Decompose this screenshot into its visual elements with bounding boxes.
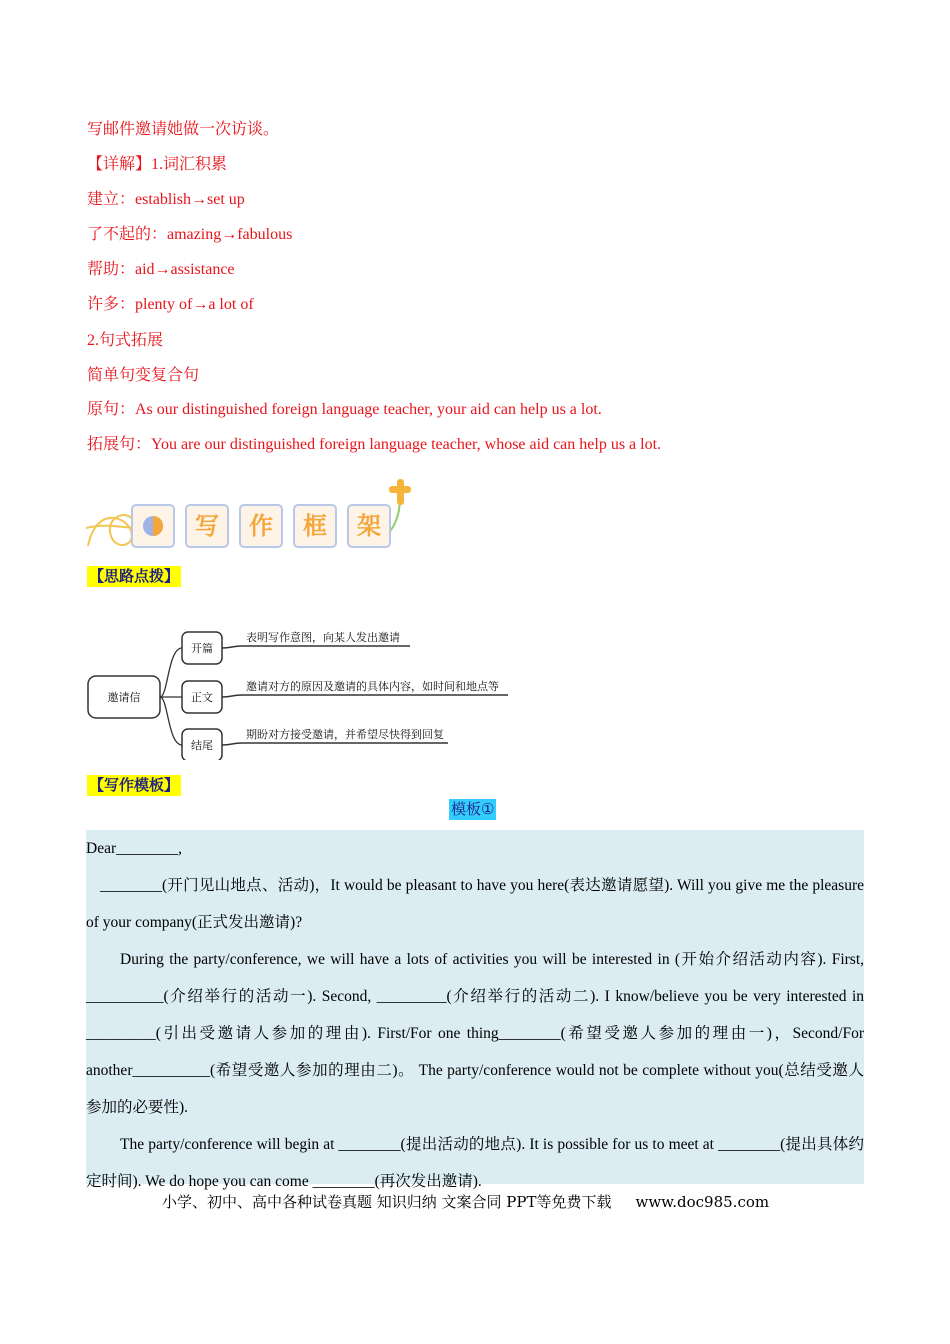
template-title: 模板① [451,800,495,818]
swirl-decoration [88,515,136,546]
detail-heading: 【详解】1.词汇积累 [87,156,228,173]
vocab-item: 了不起的：amazing→fabulous [87,226,293,243]
template-paragraph: During the party/conference, we will have a lots of activities you will be interested in (开始介绍活动内容). First, __________(介绍举行的活动一). Second, _________(介绍举行的活动二). I know/believe you be very interested in _________(引出受邀请人参加的理由). First/For one thing________(希望受邀人参加的理由一)，Second/For another__________(希望受邀人参加的理由二)。 The party/conference would not be complete without you(总结受邀人参加的必要性). [86,951,864,1116]
globe-icon [133,506,173,546]
mindmap-branch-label: 结尾 [191,739,213,752]
footer-text: 小学、初中、高中各种试卷真题 知识归纳 文案合同 PPT等免费下载 [162,1193,612,1211]
tag-template: 【写作模板】 [89,776,180,794]
banner-tile: 写 [185,504,229,548]
banner-icon-tile [131,504,175,548]
template-greeting: Dear________, [86,840,182,857]
vocab-item: 帮助：aid→assistance [87,261,235,278]
intro-line: 写邮件邀请她做一次访谈。 [87,121,280,138]
footer [162,1191,769,1212]
sentence-heading: 2.句式拓展 [87,332,164,349]
mindmap-root: 邀请信 [107,691,141,704]
banner-tile: 架 [347,504,391,548]
mind-map [86,620,516,760]
vocab-item: 建立：establish→set up [87,191,245,208]
mindmap-branch-desc: 表明写作意图，向某人发出邀请 [246,631,400,644]
template-paragraph: ________(开门见山地点、活动)，It would be pleasant to have you here(表达邀请愿望). Will you give me the pleasure of your company(正式发出邀请)? [86,877,864,931]
footer-url[interactable]: www.doc985.com [635,1193,770,1211]
tag-thinking: 【思路点拨】 [89,567,180,585]
mindmap-branch-label: 正文 [191,691,213,704]
cross-icon [389,479,411,505]
banner-tile: 框 [293,504,337,548]
template-paragraph: The party/conference will begin at ________(提出活动的地点). It is possible for us to meet at ________(提出具体约定时间). We do hope you can come ________(再次发出邀请). [86,1136,864,1190]
mindmap-branch-label: 开篇 [191,642,213,655]
vocab-item: 许多：plenty of→a lot of [87,296,254,313]
mindmap-branch-desc: 期盼对方接受邀请，并希望尽快得到回复 [246,728,444,741]
expanded-sentence: 拓展句：You are our distinguished foreign language teacher, whose aid can help us a lot. [87,436,662,453]
sentence-sub: 简单句变复合句 [87,367,200,384]
template-box [86,830,864,1190]
mindmap-branch-desc: 邀请对方的原因及邀请的具体内容，如时间和地点等 [246,680,499,693]
original-sentence: 原句：As our distinguished foreign language teacher, your aid can help us a lot. [87,401,602,418]
banner-tile: 作 [239,504,283,548]
